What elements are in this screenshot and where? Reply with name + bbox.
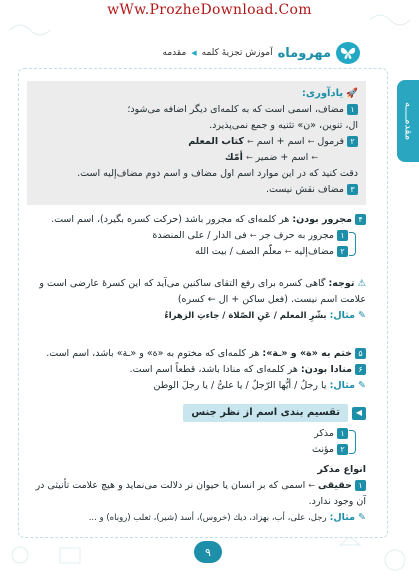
s4-item-1: مجرور به حرف جر — [259, 230, 334, 241]
s4-title: مجرور بودن: — [292, 214, 352, 225]
note-text: گاهی کسره برای رفع التقای ساکنین می‌آید که این کسرهٔ عارضی است و علامت اسم نیست. (فعل ساکن + ال ← کسره) — [39, 278, 366, 305]
example-icon: ✎ — [358, 310, 366, 321]
rocket-icon: 🚀 — [346, 88, 358, 99]
warning-icon: ⚠ — [357, 278, 366, 289]
breadcrumb-topic: آموزش تجزیهٔ کلمه — [201, 48, 273, 58]
masc-real-text: اسمی که بر انسان یا حیوان نر دلالت می‌نماید و هیچ علامت تأنیثی در آن وجود ندارد. — [35, 480, 366, 507]
gender-feminine: مؤنث — [312, 444, 334, 455]
example-icon: ✎ — [358, 380, 366, 391]
page-number: ۹ — [194, 541, 222, 563]
formula-label: فرمول — [317, 136, 344, 147]
note-section — [27, 276, 366, 324]
s6-title: منادا بودن: — [300, 364, 352, 375]
side-tab-label: مقدمــــه — [402, 101, 414, 141]
formula-a-example: کتاب المعلم — [188, 136, 244, 147]
watermark: wWw.ProzheDownload.Com — [107, 2, 312, 18]
s4-item-1-example: فی الدار / علی المنضدة — [152, 230, 247, 241]
s5-title: ختم به «ة» و «ـة»: — [262, 348, 352, 359]
reminder-line-6: مضاف نقش نیست. — [265, 184, 344, 195]
s5-text: هر کلمه‌ای که مختوم به «ة» و «ـة» باشد، اسم است. — [46, 348, 260, 359]
formula-a: اسم + اسم — [256, 136, 305, 147]
masculine-section: انواع مذکر ۱حقیقی ← اسمی که بر انسان یا حیوان نر دلالت می‌نماید و هیچ علامت تأنیثی در آن وجود ندارد. ✎ مثال: رجل، علی، أب، بهزاد، دیك (خروس)، أسد (شیر)، ثعلب (روباه) و ... — [27, 462, 366, 526]
s6-text: هر کلمه‌ای که منادا باشد، قطعاً اسم است. — [129, 364, 298, 375]
example-1-label: مثال: — [329, 380, 355, 391]
masc-example: رجل، علی، أب، بهزاد، دیك (خروس)، أسد (شیر)، ثعلب (روباه) و ... — [88, 513, 327, 523]
gender-section: ◀ تقسیم بندی اسم از نظر جنس ۱مذکر ۲مؤنث — [27, 404, 366, 458]
s4-text: هر کلمه‌ای که مجرور باشد (حرکت کسره بگیرد)، اسم است. — [51, 214, 290, 225]
chevron-left-icon: ◀ — [352, 407, 366, 420]
note-label: توجه: — [328, 278, 355, 289]
reminder-box: 🚀 یادآوری: ۱مضاف، اسمی است که به کلمه‌ای دیگر اضافه می‌شود؛ ال، تنوین، «ن» تثنیه و جمع نمی‌پذیرد. ۲فرمول ← اسم + اسم ← کتاب المعلم ← اسم + ضمیر ← أمّك دقت کنید که در این موارد اسم اول مضاف و اسم دوم مضاف‌إلیه است. ۳مضاف نقش نیست. — [27, 81, 366, 205]
example-icon: ✎ — [358, 512, 366, 523]
breadcrumb-section: مقدمه — [162, 48, 187, 58]
reminder-line-1: مضاف، اسمی است که به کلمه‌ای دیگر اضافه می‌شود؛ — [127, 104, 344, 115]
gender-masculine: مذکر — [314, 428, 334, 439]
reminder-line-2: ال، تنوین، «ن» تثنیه و جمع نمی‌پذیرد. — [209, 120, 358, 131]
section-side-tab — [397, 80, 419, 162]
brand-name: مهروماه — [277, 45, 331, 61]
butterfly-icon — [336, 42, 360, 64]
section-4: ۴مجرور بودن: هر کلمه‌ای که مجرور باشد (حرکت کسره بگیرد)، اسم است. ۱مجرور به حرف جر ← فی الدار / علی المنضدة ۲مضاف‌إلیه ← معلّم الصف / بیت الله — [27, 212, 366, 260]
masc-example-label: مثال: — [329, 512, 355, 523]
page-header — [60, 40, 360, 66]
formula-b: اسم + ضمیر — [255, 152, 309, 163]
formula-b-example: أمّك — [224, 152, 243, 163]
note-example: بشّرِ المعلم / عَنِ الصّلاة / جاءتِ الزهراءُ — [164, 311, 327, 321]
gender-title: تقسیم بندی اسم از نظر جنس — [183, 404, 348, 422]
masc-title: انواع مذکر — [317, 464, 366, 475]
breadcrumb-arrow-icon: ◀ — [191, 49, 197, 57]
reminder-line-5: دقت کنید که در این موارد اسم اول مضاف و اسم دوم مضاف‌إلیه است. — [77, 168, 358, 179]
sections-5-6: ۵ختم به «ة» و «ـة»: هر کلمه‌ای که مختوم به «ة» و «ـة» باشد، اسم است. ۶منادا بودن: هر کلمه‌ای که منادا باشد، قطعاً اسم است. ✎ مثال: یا رجلُ / أیُّها الرّجلُ / یا علیُّ / یا رجلَ الوطن — [46, 348, 366, 391]
example-1-text: یا رجلُ / أیُّها الرّجلُ / یا علیُّ / یا رجلَ الوطن — [153, 380, 327, 391]
reminder-title: یادآوری: — [301, 88, 344, 99]
note-example-label: مثال: — [329, 310, 355, 321]
masc-real-label: حقیقی — [317, 480, 352, 491]
s4-item-2: مضاف‌إلیه — [294, 246, 334, 257]
s4-item-2-example: معلّم الصف / بیت الله — [195, 246, 282, 257]
